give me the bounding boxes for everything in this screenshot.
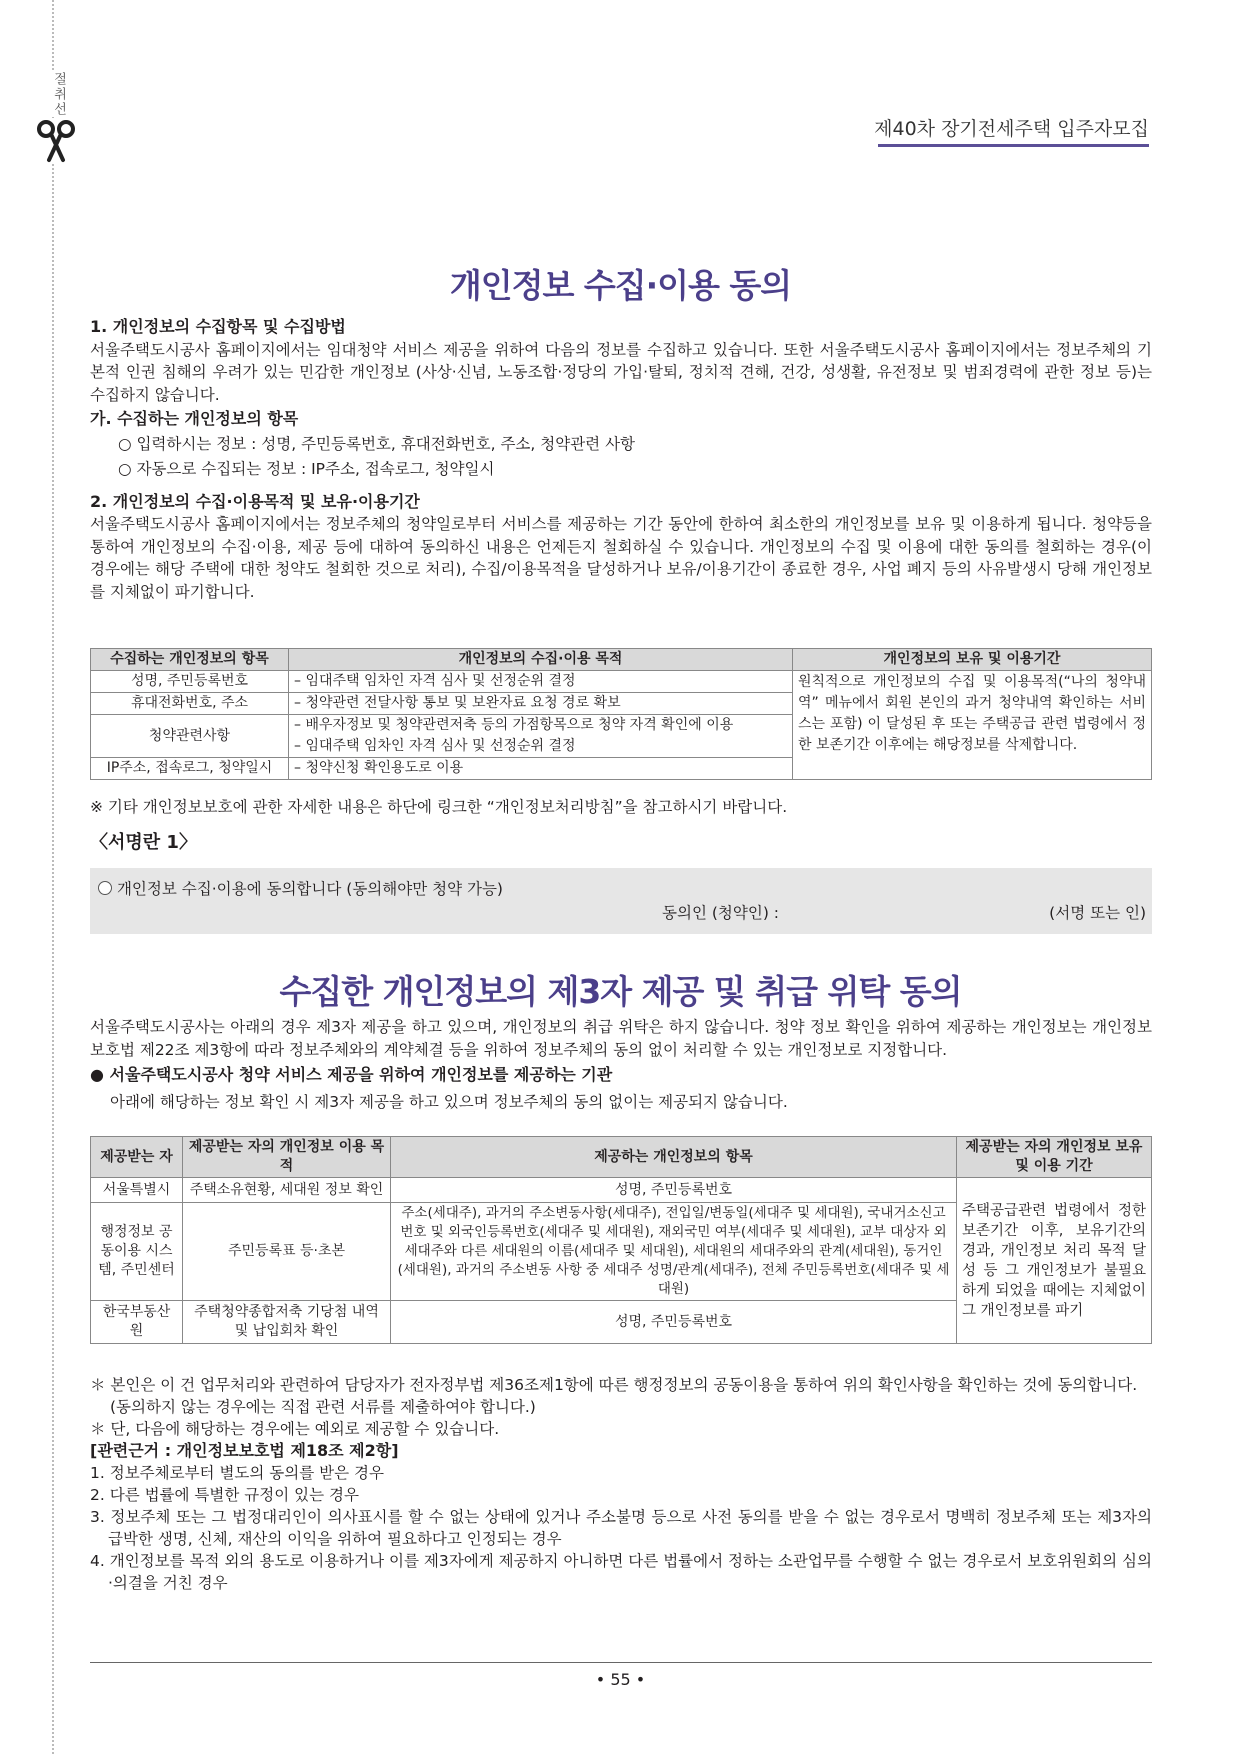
exception-item: 3. 정보주체 또는 그 법정대리인이 의사표시를 할 수 없는 상태에 있거나 주소불명 등으로 사전 동의를 받을 수 없는 경우로서 명백히 정보주체 또는 제3자의 급박한 생명, 신체, 재산의 이익을 위하여 필요하다고 인정되는 경우 [90,1508,1152,1548]
table-cell: IP주소, 접속로그, 청약일시 [91,758,289,780]
section2-intro-block [90,1016,1152,1113]
table-header: 개인정보의 보유 및 이용기간 [793,649,1152,671]
section2-table [90,1136,1152,1344]
section2-bullet-text: 서울주택도시공사 청약 서비스 제공을 위하여 개인정보를 제공하는 기관 [109,1065,613,1084]
consent-radio[interactable] [98,881,112,895]
table-cell: 청약관련사항 [91,715,289,758]
table-cell: 한국부동산원 [91,1301,183,1344]
footer-rule [90,1662,1152,1663]
section2-intro: 서울주택도시공사는 아래의 경우 제3자 제공을 하고 있으며, 개인정보의 취급 위탁은 하지 않습니다. 청약 정보 확인을 위하여 제공하는 개인정보는 개인정보보호법 제22조 제3항에 따라 정보주체와의 계약체결 등을 위하여 정보주체의 동의 없이 처리할 수 있는 개인정보로 지정합니다. [90,1018,1152,1059]
table-row [91,671,1152,693]
section1-paragraph-2: 서울주택도시공사 홈페이지에서는 정보주체의 청약일로부터 서비스를 제공하는 기간 동안에 한하여 최소한의 개인정보를 보유 및 이용하게 됩니다. 청약등을 통하여 개인정보의 수집·이용, 제공 등에 대하여 동의하신 내용은 언제든지 철회하실 수 있습니다. 개인정보의 수집 및 이용에 대한 동의를 철회하는 경우(이 경우에는 해당 주택에 대한 청약도 철회한 것으로 처리), 수집/이용목적을 달성하거나 보유/이용기간이 종료한 경우, 사업 폐지 등의 사유발생시 당해 개인정보를 지체없이 파기합니다. [90,515,1152,601]
section2-footer-block [90,1374,1152,1594]
table-header: 수집하는 개인정보의 항목 [91,649,289,671]
section1-table [90,648,1152,780]
table-cell: – 배우자정보 및 청약관련저축 등의 가점항목으로 청약 자격 확인에 이용 [289,715,793,737]
bullet-dot-icon: ● [90,1065,104,1084]
table-header: 제공하는 개인정보의 항목 [391,1137,957,1178]
table-header: 개인정보의 수집·이용 목적 [289,649,793,671]
signature-label[interactable]: (서명 또는 인) [1049,904,1146,922]
table-cell: 성명, 주민등록번호 [91,671,289,693]
legal-basis: [관련근거 : 개인정보보호법 제18조 제2항] [90,1441,399,1460]
table-header: 제공받는 자의 개인정보 이용 목적 [183,1137,391,1178]
header-title: 제40차 장기전세주택 입주자모집 [874,118,1149,140]
table-cell-retention: 원칙적으로 개인정보의 수집 및 이용목적(“나의 청약내역” 메뉴에서 회원 본인의 과거 청약내역 확인하는 서비스는 포함) 이 달성된 후 또는 주택공급 관련 법령에서 정한 보존기간 이후에는 해당정보를 삭제합니다. [793,671,1152,780]
section2-bullet-sub: 아래에 해당하는 정보 확인 시 제3자 제공을 하고 있으며 정보주체의 동의 없이는 제공되지 않습니다. [110,1092,788,1111]
section1-heading-2: 2. 개인정보의 수집·이용목적 및 보유·이용기간 [90,491,420,511]
star-note-1: ＊ 본인은 이 건 업무처리와 관련하여 담당자가 전자정부법 제36조제1항에 따른 행정정보의 공동이용을 통하여 위의 확인사항을 확인하는 것에 동의합니다. [90,1376,1138,1394]
sign-section-title: 〈서명란 1〉 [90,832,197,853]
exception-item: 1. 정보주체로부터 별도의 동의를 받은 경우 [90,1464,384,1482]
sign-box-1 [90,868,1152,934]
table-cell: 휴대전화번호, 주소 [91,693,289,715]
exception-item: 2. 다른 법률에 특별한 규정이 있는 경우 [90,1486,359,1504]
table-cell: 서울특별시 [91,1178,183,1203]
section1-body [90,316,1152,603]
table-cell: – 청약관련 전달사항 통보 및 보완자료 요청 경로 확보 [289,693,793,715]
table-cell: – 임대주택 임차인 자격 심사 및 선정순위 결정 [289,671,793,693]
consent-row[interactable] [98,877,503,899]
section1-table-wrap [90,648,1152,780]
section1-note: ※ 기타 개인정보보호에 관한 자세한 내용은 하단에 링크한 “개인정보처리방침”을 참고하시기 바랍니다. [90,798,788,816]
table-cell: 성명, 주민등록번호 [391,1301,957,1344]
table-header: 제공받는 자 [91,1137,183,1178]
cut-line-label: 절취선 [38,72,68,117]
section1-bullet-1: ○ 입력하시는 정보 : 성명, 주민등록번호, 휴대전화번호, 주소, 청약관련 사항 [118,434,636,453]
table-cell: 주택청약종합저축 기당첨 내역 및 납입회차 확인 [183,1301,391,1344]
consenter-label: 동의인 (청약인) : [662,904,780,922]
table-cell: 주소(세대주), 과거의 주소변동사항(세대주), 전입일/변동일(세대주 및 세대원), 국내거소신고번호 및 외국인등록번호(세대주 및 세대원), 재외국민 여부(세대주 및 세대원), 교부 대상자 외 세대주와 다른 세대원의 이름(세대주 및 세대원), 세대원의 세대주와의 관계(세대원), 동거인(세대원), 과거의 주소변동 사항 중 세대주 성명/관계(세대주), 전체 주민등록번호(세대주 및 세대원) [391,1203,957,1301]
section2-table-wrap [90,1136,1152,1344]
table-cell: 주택소유현황, 세대원 정보 확인 [183,1178,391,1203]
star-note-2: ＊ 단, 다음에 해당하는 경우에는 예외로 제공할 수 있습니다. [90,1420,500,1438]
section1-paragraph-1: 서울주택도시공사 홈페이지에서는 임대청약 서비스 제공을 위하여 다음의 정보를 수집하고 있습니다. 또한 서울주택도시공사 홈페이지에서는 정보주체의 기본적 인권 침해의 우려가 있는 민감한 개인정보 (사상·신념, 노동조합·정당의 가입·탈퇴, 정치적 견해, 건강, 성생활, 유전정보 및 범죄경력에 관한 정보 등)는 수집하지 않습니다. [90,340,1152,404]
header-rule [878,144,1149,147]
section2-bullet-title [90,1064,1152,1087]
table-cell-retention: 주택공급관련 법령에서 정한 보존기간 이후, 보유기간의 경과, 개인정보 처리 목적 달성 등 그 개인정보가 불필요하게 되었을 때에는 지체없이 그 개인정보를 파기 [957,1178,1152,1344]
page-number: • 55 • [595,1670,646,1689]
table-cell: 행정정보 공동이용 시스템, 주민센터 [91,1203,183,1301]
section1-heading-1a: 가. 수집하는 개인정보의 항목 [90,409,299,428]
consent-text: 개인정보 수집·이용에 동의합니다 (동의해야만 청약 가능) [116,880,503,898]
scissors-icon [36,118,76,164]
table-cell: – 임대주택 임차인 자격 심사 및 선정순위 결정 [289,736,793,758]
table-cell: 성명, 주민등록번호 [391,1178,957,1203]
table-header: 제공받는 자의 개인정보 보유 및 이용 기간 [957,1137,1152,1178]
section1-title: 개인정보 수집·이용 동의 [449,266,792,305]
section1-bullet-2: ○ 자동으로 수집되는 정보 : IP주소, 접속로그, 청약일시 [118,460,495,478]
table-cell: 주민등록표 등·초본 [183,1203,391,1301]
table-row [91,1178,1152,1203]
section1-heading-1: 1. 개인정보의 수집항목 및 수집방법 [90,317,346,336]
section2-title: 수집한 개인정보의 제3자 제공 및 취급 위탁 동의 [279,972,962,1011]
exception-item: 4. 개인정보를 목적 외의 용도로 이용하거나 이를 제3자에게 제공하지 아니하면 다른 법률에서 정하는 소관업무를 수행할 수 없는 경우로서 보호위원회의 심의·의결을 거친 경우 [90,1552,1152,1592]
star-note-1b: (동의하지 않는 경우에는 직접 관련 서류를 제출하여야 합니다.) [110,1398,536,1416]
table-cell: – 청약신청 확인용도로 이용 [289,758,793,780]
